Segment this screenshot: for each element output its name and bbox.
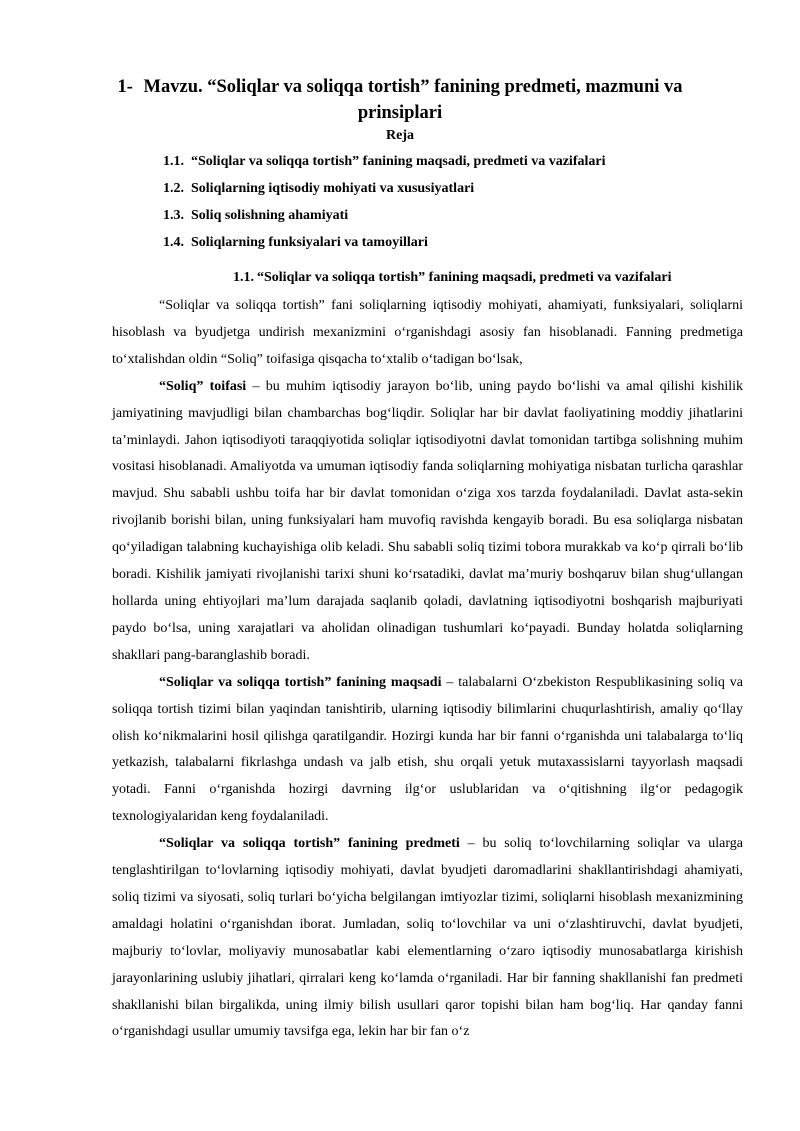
paragraph-text: – bu muhim iqtisodiy jarayon bo‘lib, uning paydo bo‘lishi va amal qilishi kishilik jamiyatining mavjudligi bilan chambarchas bog‘liqdir. Soliqlar har bir davlat faoliyatining moddiy jihatlarini ta’minlaydi. Jahon iqtisodiyoti taraqqiyotida soliqlar iqtisodiyotni davlat tomonidan tartibga solishning muhim vositasi hisoblanadi. Amaliyotda va umuman iqtisodiy fanda soliqlarning mohiyatiga nisbatan turlicha qarashlar mavjud. Shu sababli ushbu toifa har bir davlat tomonidan o‘ziga xos tarzda foydalaniladi. Davlat asta-sekin rivojlanib borishi bilan, uning funksiyalari ham muvofiq ravishda kengayib boradi. Bu esa soliqlarga nisbatan qo‘yiladigan talabning kuchayishiga olib keladi. Shu sababli soliq tizimi tobora murakkab va ko‘p qirrali bo‘lib boradi. Kishilik jamiyati rivojlanishi tarixi shuni ko‘rsatadiki, davlat ma’muriy boshqaruv bilan shug‘ullangan hollarda uning ehtiyojlari ma’lum darajada saqlanib qoladi, davlatning iqtisodiyotni boshqarish majburiyati paydo bo‘lsa, uning xarajatlari va aholidan olinadigan tushumlari ko‘payadi. Bunday holatda soliqlarning shakllari pang-baranglashib boradi. — [112, 378, 743, 663]
paragraph — [112, 670, 743, 831]
paragraph-term: “Soliqlar va soliqqa tortish” fanining maqsadi — [159, 674, 442, 690]
plan-item-text: Soliqlarning iqtisodiy mohiyati va xususiyatlari — [191, 181, 475, 196]
body-text — [112, 293, 743, 1046]
paragraph-text: – bu soliq to‘lovchilarning soliqlar va ularga tenglashtirilgan to‘lovlarning iqtisodiy mohiyati, davlat byudjeti daromadlarini shakllantirishdagi ahamiyati, soliq tizimi va siyosati, soliq turlari bo‘yicha belgilangan imtiyozlar tizimi, soliqlarni hisoblash mexanizmining amaldagi holatini o‘rganishdan iborat. Jumladan, soliq to‘lovchilar va uni o‘zlashtiruvchi, davlat byudjeti, majburiy to‘lovlar, moliyaviy munosabatlar kabi elementlarning o‘zaro iqtisodiy munosabatlarga kirishish jarayonlarining uslubiy jihatlari, qirralari keng ko‘lamda o‘rganiladi. Har bir fanning shakllanishi fan predmeti shakllanishi bilan birgalikda, uning ilmiy bilish usullari qaror topishi bilan ham bog‘liq. Har qanday fanni o‘rganishdagi usullar umumiy tavsifga ega, lekin har bir fan o‘z — [112, 836, 743, 1040]
paragraph-term: “Soliqlar va soliqqa tortish” fanining predmeti — [159, 836, 460, 852]
paragraph-term: “Soliq” toifasi — [159, 378, 247, 394]
paragraph — [112, 293, 743, 374]
plan-item-text: Soliq solishning ahamiyati — [191, 208, 349, 223]
paragraph-text: – talabalarni O‘zbekiston Respublikasining soliq va soliqqa tortish tizimi bilan yaqindan tanishtirib, ularning iqtisodiy bilimlarini chuqurlashtirish, amaliy qo‘llay olish ko‘nikmalarini hosil qilishga qaratilgandir. Hozirgi kunda har bir fanni o‘rganishda uni talabalarga to‘liq yetkazish, talabalarni fikrlashga undash va jalb etish, shu orqali yetuk mutaxassislarni tayyorlash maqsadi yotadi. Fanni o‘rganishda hozirgi davrning ilg‘or uslublaridan va o‘qitishning ilg‘or pedagogik texnologiyalaridan keng foydalaniladi. — [112, 674, 743, 825]
plan-item-number: 1.4. — [163, 235, 184, 250]
page-title — [112, 74, 688, 126]
plan-item-number: 1.2. — [163, 181, 184, 196]
plan-item-text: Soliqlarning funksiyalari va tamoyillari — [191, 235, 428, 250]
paragraph — [112, 374, 743, 670]
plan-item — [163, 202, 605, 229]
section-heading — [233, 268, 671, 288]
title-number: 1- — [117, 77, 133, 97]
plan-item — [163, 148, 605, 175]
plan-heading: Reja — [386, 128, 414, 143]
plan-item — [163, 175, 605, 202]
section-title: “Soliqlar va soliqqa tortish” fanining maqsadi, predmeti va vazifalari — [257, 270, 672, 285]
title-text: Mavzu. “Soliqlar va soliqqa tortish” fanining predmeti, mazmuni va prinsiplari — [143, 77, 683, 123]
paragraph-text: “Soliqlar va soliqqa tortish” fani soliqlarning iqtisodiy mohiyati, ahamiyati, funksiyalari, soliqlarni hisoblash va byudjetga undirish mexanizmini o‘rganishdagi asosiy fan hisoblanadi. Fanning predmetiga to‘xtalishdan oldin “Soliq” toifasiga qisqacha to‘xtalib o‘tadigan bo‘lsak, — [112, 298, 743, 367]
paragraph — [112, 831, 743, 1046]
plan-list — [163, 148, 605, 256]
plan-item-number: 1.3. — [163, 208, 184, 223]
section-number: 1.1. — [233, 270, 254, 285]
plan-item-text: “Soliqlar va soliqqa tortish” fanining maqsadi, predmeti va vazifalari — [191, 154, 606, 169]
plan-item — [163, 229, 605, 256]
plan-item-number: 1.1. — [163, 154, 184, 169]
